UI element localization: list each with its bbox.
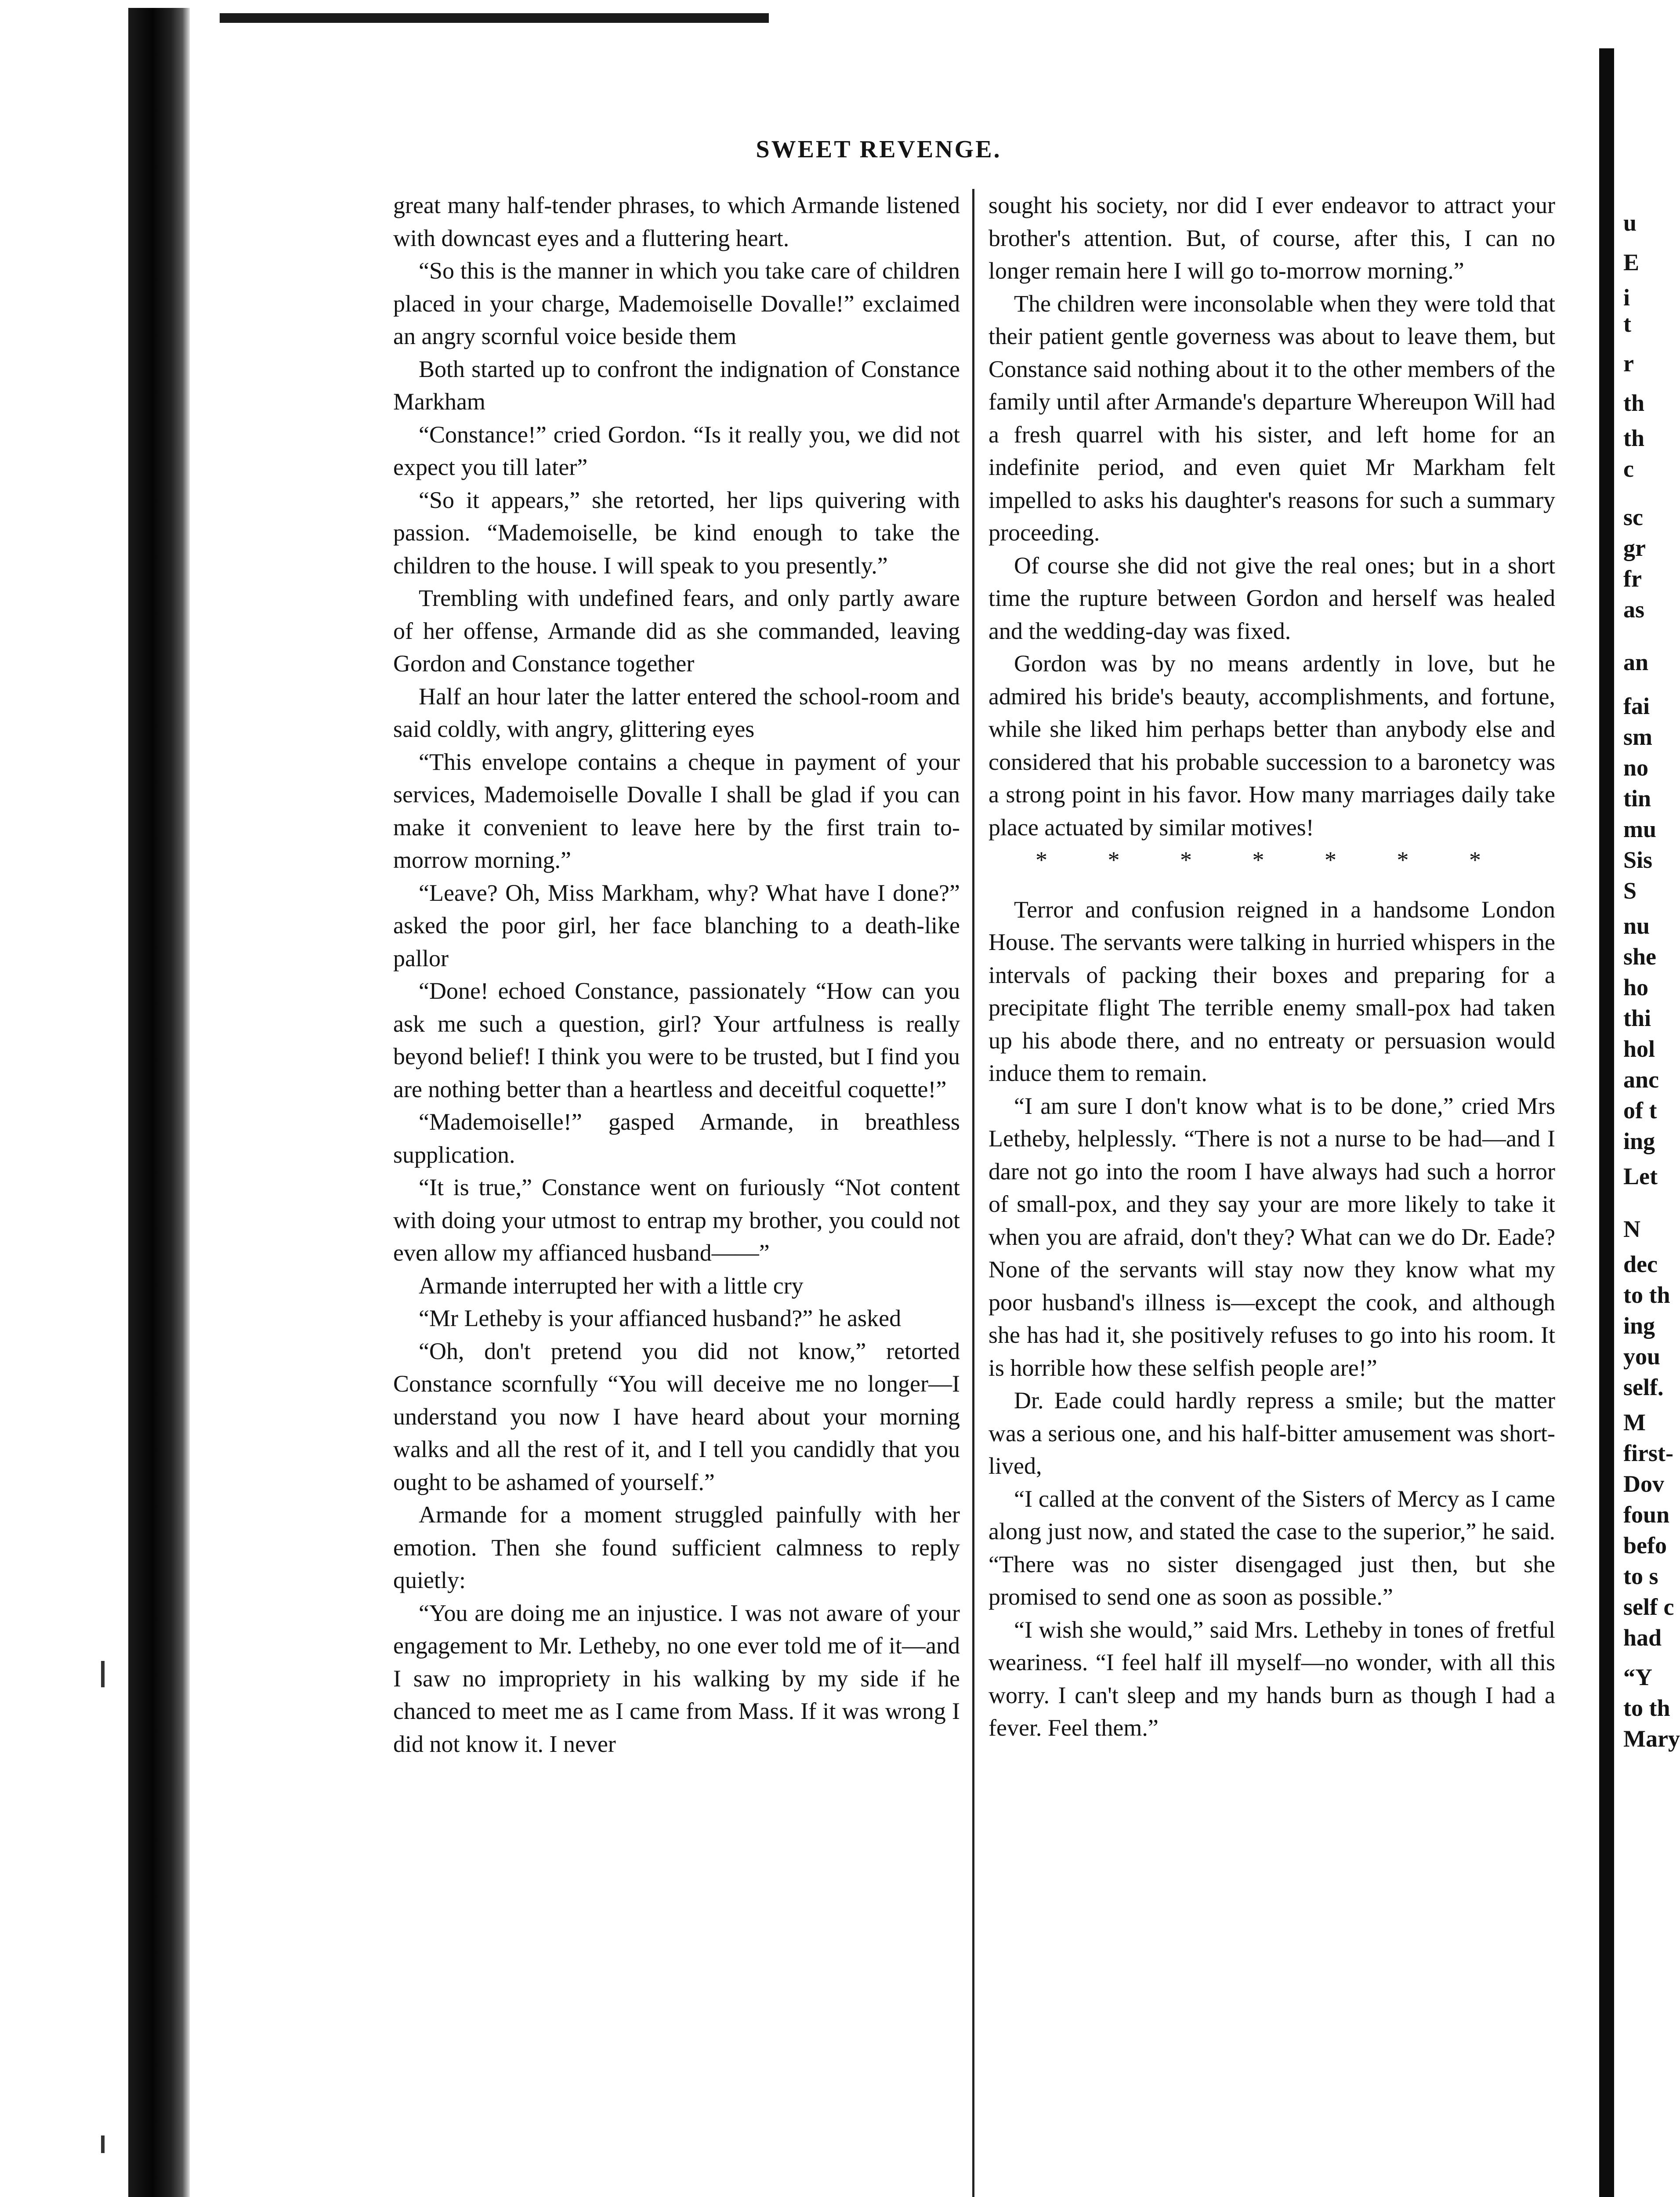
paragraph: great many half-tender phrases, to which Armande listened with downcast eyes and a fluttering heart. — [393, 192, 960, 251]
next-page-fragment: ing — [1623, 1128, 1655, 1154]
next-page-fragment: r — [1623, 350, 1634, 377]
next-page-fragment: thi — [1623, 1005, 1651, 1031]
paragraph: “Mademoiselle!” gasped Armande, in breathless supplication. — [393, 1109, 960, 1168]
paragraph: “Constance!” cried Gordon. “Is it really you, we did not expect you till later” — [393, 421, 960, 480]
next-page-fragment: Sis — [1623, 847, 1653, 873]
paragraph: sought his society, nor did I ever endeavor to attract your brother's attention. But, of course, after this, I can no longer remain here I will go to-morrow morning.” — [988, 192, 1555, 284]
next-page-fragment: mu — [1623, 816, 1657, 842]
binding-speck — [101, 1661, 105, 1687]
section-separator: * * * * * * * — [1036, 847, 1508, 873]
top-rule — [220, 13, 769, 23]
next-page-fragment: befo — [1623, 1532, 1667, 1559]
paragraph: “This envelope contains a cheque in payment of your services, Mademoiselle Dovalle I shall be glad if you can make it convenient to leave here by the first train to-morrow morning.” — [393, 748, 960, 873]
next-page-fragment: th — [1623, 390, 1645, 416]
next-page-fragment: she — [1623, 943, 1657, 970]
next-page-fragment: foun — [1623, 1501, 1670, 1528]
next-page-fragment: ing — [1623, 1312, 1655, 1339]
next-page-fragment: first- — [1623, 1440, 1673, 1466]
paragraph: Armande for a moment struggled painfully with her emotion. Then she found sufficient calmness to reply quietly: — [393, 1501, 960, 1593]
right-column — [988, 189, 1555, 1744]
paragraph: “Done! echoed Constance, passionately “How can you ask me such a question, girl? Your artfulness is really beyond belief! I think you were to be trusted, but I find you are nothing better than a heartless and deceitful coquette!” — [393, 978, 960, 1102]
next-page-fragment: sm — [1623, 724, 1652, 750]
paragraph: Trembling with undefined fears, and only partly aware of her offense, Armande did as she commanded, leaving Gordon and Constance together — [393, 585, 960, 677]
paragraph: “Oh, don't pretend you did not know,” retorted Constance scornfully “You will deceive me no longer—I understand you now I have heard about your morning walks and all the rest of it, and I tell you candidly that you ought to be ashamed of yourself.” — [393, 1338, 960, 1495]
paragraph: Armande interrupted her with a little cry — [419, 1272, 804, 1299]
paragraph: “I wish she would,” said Mrs. Letheby in tones of fretful weariness. “I feel half ill myself—no wonder, with all this worry. I can't sleep and my hands burn as though I had a fever. Feel them.” — [988, 1616, 1555, 1741]
next-page-fragment: u — [1623, 210, 1637, 236]
paragraph: Dr. Eade could hardly repress a smile; but the matter was a serious one, and his half-bitter amusement was short-lived, — [988, 1387, 1555, 1479]
separator-gap — [988, 877, 1555, 893]
next-page-fragment: “Y — [1623, 1664, 1652, 1690]
paragraph: Half an hour later the latter entered the school-room and said coldly, with angry, glittering eyes — [393, 683, 960, 742]
next-page-fragment: to s — [1623, 1563, 1658, 1589]
paragraph: “So this is the manner in which you take care of children placed in your charge, Mademoiselle Dovalle!” exclaimed an angry scornful voice beside them — [393, 257, 960, 349]
paragraph: Both started up to confront the indignation of Constance Markham — [393, 355, 960, 415]
binding-speck — [101, 2135, 105, 2153]
next-page-fragment: to th — [1623, 1695, 1670, 1721]
paragraph: “I am sure I don't know what is to be done,” cried Mrs Letheby, helplessly. “There is not a nurse to be had—and I dare not go into the room I have always had such a horror of small-pox, and they say your are more likely to take it when you are afraid, don't they? What can we do Dr. Eade? None of the servants will stay now they know what my poor husband's illness is—except the cook, and although she has had it, she positively refuses to go into his room. It is horrible how these selfish people are!” — [988, 1092, 1555, 1381]
next-page-fragment: i — [1623, 284, 1630, 311]
next-page-fragment: th — [1623, 425, 1645, 451]
next-page-fragment: t — [1623, 311, 1631, 337]
next-page-fragment: nu — [1623, 913, 1650, 939]
paragraph: Gordon was by no means ardently in love, but he admired his bride's beauty, accomplishments, and fortune, while she liked him perhaps better than anybody else and considered that his probable succession to a baronetcy was a strong point in his favor. How many marriages daily take place actuated by similar motives! — [988, 650, 1555, 841]
paragraph: Terror and confusion reigned in a handsome London House. The servants were talking in hurried whispers in the intervals of packing their boxes and preparing for a precipitate flight The terrible enemy small-pox had taken up his abode there, and no entreaty or persuasion would induce them to remain. — [988, 896, 1555, 1086]
next-page-fragment: to th — [1623, 1282, 1670, 1308]
next-page-fragment: as — [1623, 596, 1645, 623]
next-page-fragment: no — [1623, 754, 1649, 781]
next-page-edge-bar — [1599, 48, 1614, 2197]
next-page-fragment: self. — [1623, 1374, 1664, 1400]
paragraph: Of course she did not give the real ones; but in a short time the rupture between Gordon and herself was healed and the wedding-day was fixed. — [988, 552, 1555, 644]
next-page-fragment: Mary — [1623, 1726, 1680, 1752]
next-page-fragment: you — [1623, 1343, 1661, 1370]
next-page-fragment: fai — [1623, 693, 1650, 719]
paragraph: “So it appears,” she retorted, her lips quivering with passion. “Mademoiselle, be kind enough to take the children to the house. I will speak to you presently.” — [393, 486, 960, 579]
next-page-fragment: had — [1623, 1624, 1662, 1651]
paragraph: “Leave? Oh, Miss Markham, why? What have I done?” asked the poor girl, her face blanching to a death-like pallor — [393, 879, 960, 972]
paragraph: “You are doing me an injustice. I was not aware of your engagement to Mr. Letheby, no one ever told me of it—and I saw no impropriety in his walking by my side if he chanced to meet me as I came from Mass. If it was wrong I did not know it. I never — [393, 1599, 960, 1757]
paragraph: “Mr Letheby is your affianced husband?” he asked — [419, 1305, 902, 1331]
next-page-fragment: c — [1623, 456, 1634, 482]
page-title: SWEET REVENGE. — [756, 136, 1002, 163]
paragraph: “It is true,” Constance went on furiously “Not content with doing your utmost to entrap my brother, you could not even allow my affianced husband——” — [393, 1174, 960, 1266]
column-divider — [972, 189, 974, 2197]
next-page-fragment: of t — [1623, 1097, 1657, 1124]
next-page-fragment: gr — [1623, 535, 1646, 561]
next-page-fragment: N — [1623, 1216, 1640, 1242]
left-column — [393, 189, 960, 1760]
next-page-fragment: fr — [1623, 566, 1642, 592]
next-page-fragment: sc — [1623, 504, 1643, 530]
next-page-fragment: Let — [1623, 1163, 1658, 1189]
next-page-fragment: ho — [1623, 974, 1649, 1001]
paragraph: “I called at the convent of the Sisters of Mercy as I came along just now, and stated the case to the superior,” he said. “There was no sister disengaged just then, but she promised to send one as soon as possible.” — [988, 1485, 1555, 1610]
next-page-fragment: Dov — [1623, 1471, 1664, 1497]
next-page-fragment: tin — [1623, 785, 1651, 812]
paragraph: The children were inconsolable when they were told that their patient gentle governess was about to leave them, but Constance said nothing about it to the other members of the family until after Armande's departure Whereupon Will had a fresh quarrel with his sister, and left home for an indefinite period, and even quiet Mr Markham felt impelled to asks his daughter's reasons for such a summary proceeding. — [988, 290, 1555, 546]
next-page-fragment: an — [1623, 649, 1649, 675]
next-page-fragment: hol — [1623, 1036, 1655, 1062]
next-page-fragment: dec — [1623, 1251, 1658, 1277]
next-page-fragment: E — [1623, 249, 1640, 276]
page-binding-shadow — [128, 8, 190, 2197]
next-page-fragment: S — [1623, 877, 1637, 904]
next-page-fragment: self c — [1623, 1594, 1674, 1620]
next-page-fragment: anc — [1623, 1066, 1659, 1093]
next-page-fragment: M — [1623, 1409, 1646, 1436]
